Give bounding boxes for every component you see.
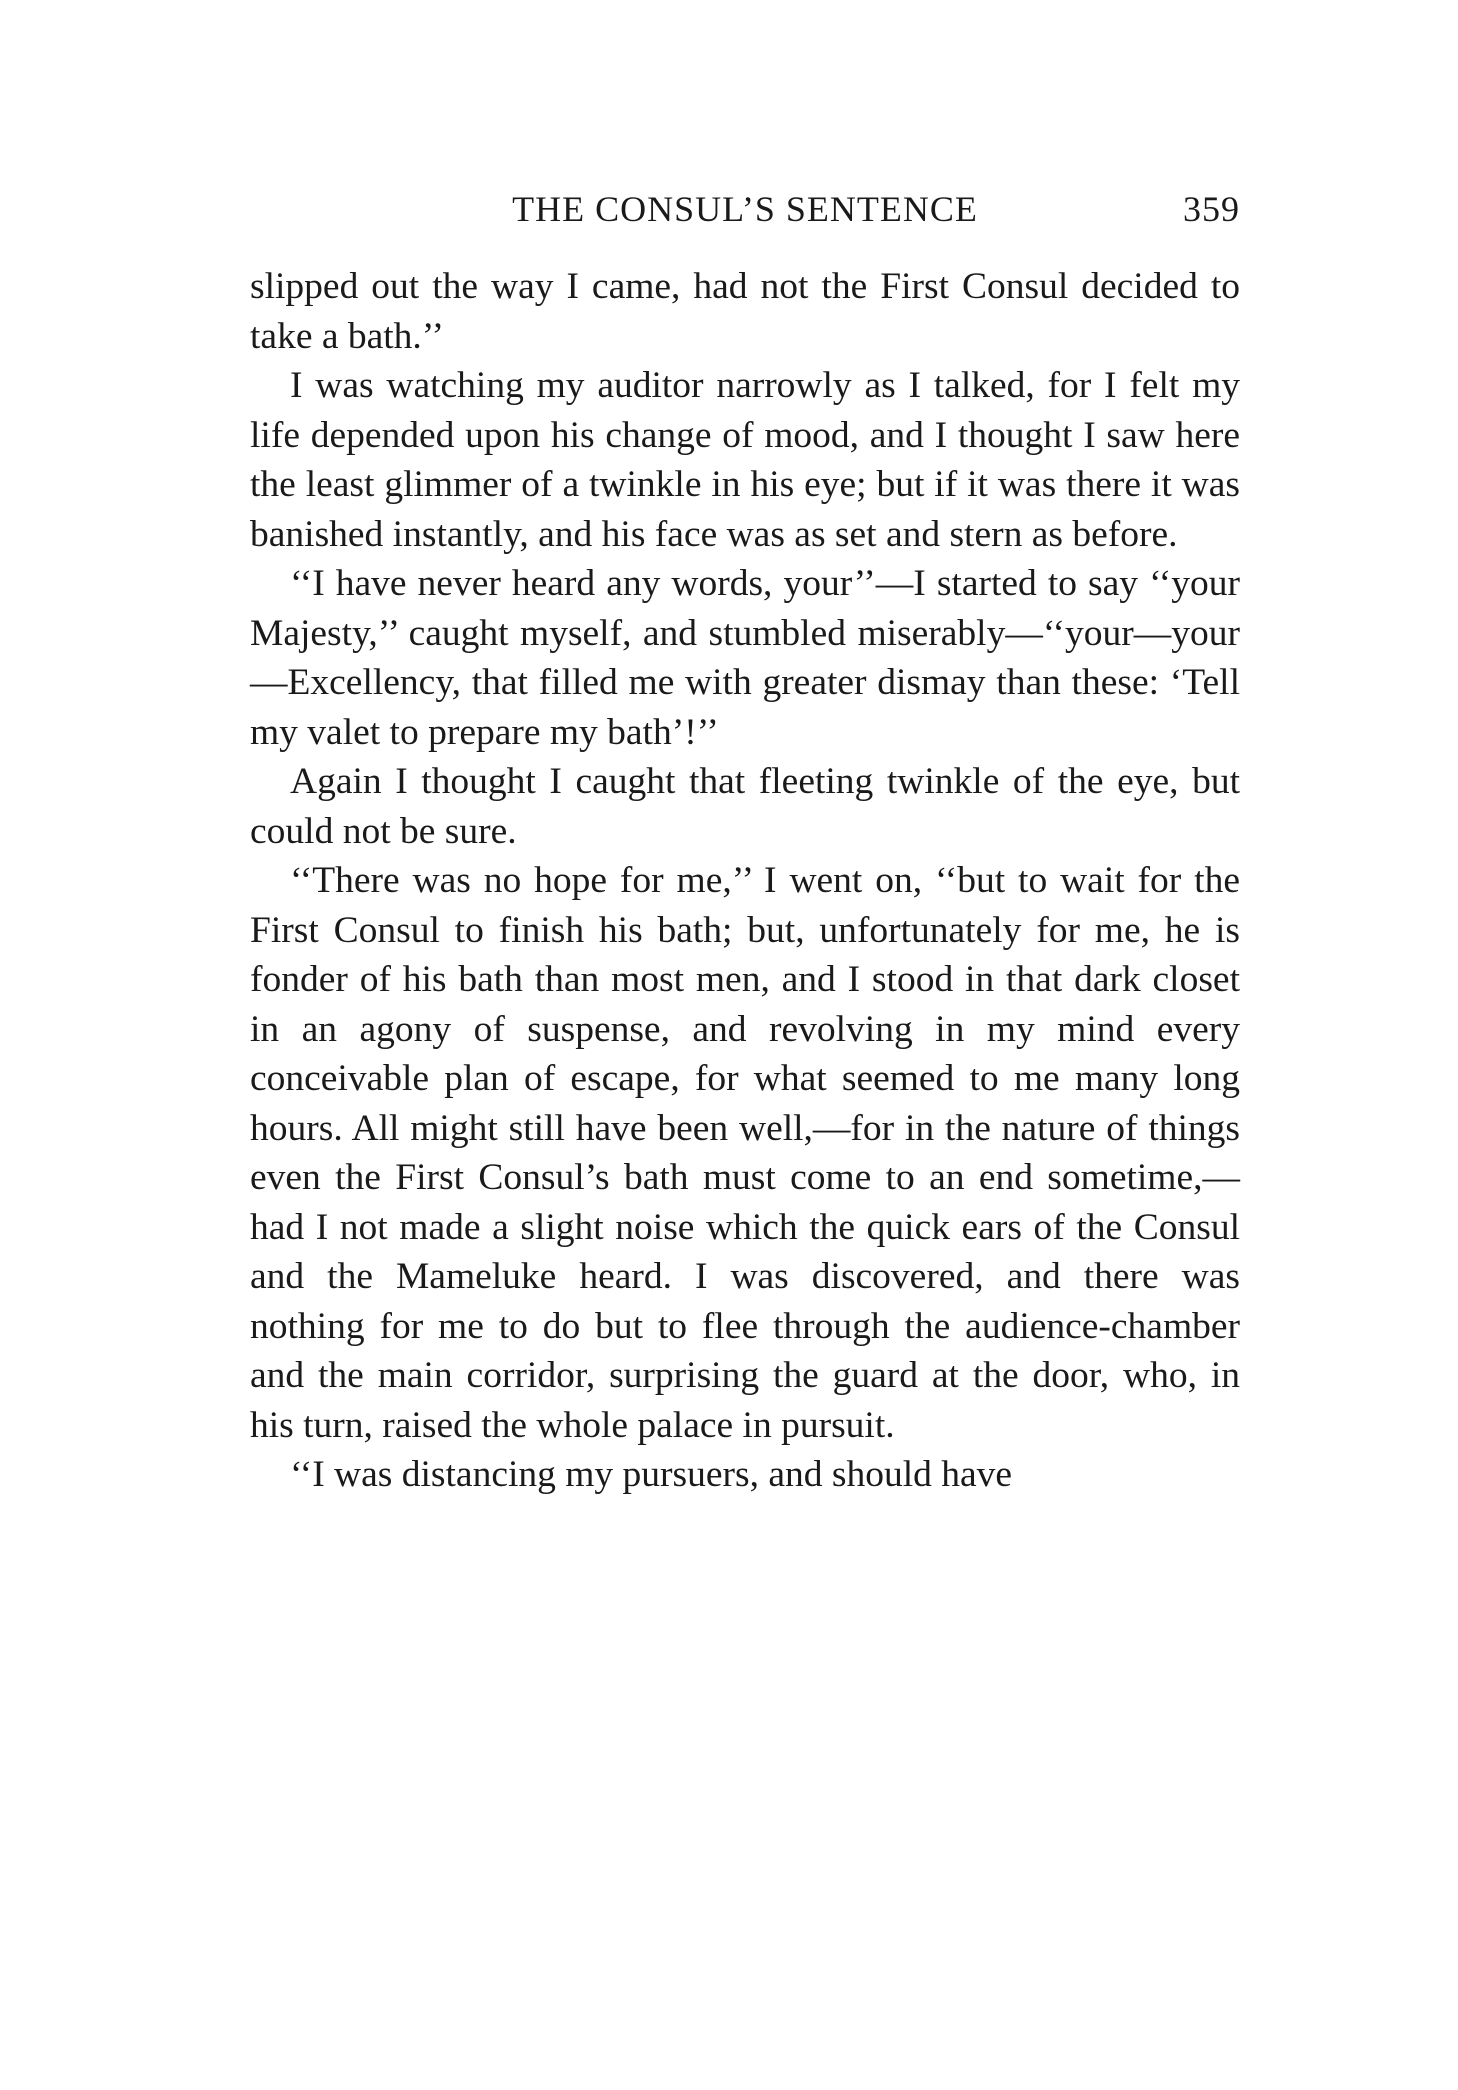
paragraph: ‘‘I have never heard any words, your’’—I started to say ‘‘your Majesty,’’ caught myself, and stumbled miserably—‘‘your—your—Excellency, that filled me with greater dismay than these: ‘Tell my valet to prepare my bath’!’’ <box>250 563 1240 753</box>
body-text <box>250 262 1240 1500</box>
paragraph: Again I thought I caught that fleeting twinkle of the eye, but could not be sure. <box>250 761 1240 852</box>
page-number: 359 <box>1183 189 1240 229</box>
paragraph: ‘‘I was distancing my pursuers, and should have <box>290 1454 1013 1495</box>
running-title: THE CONSUL’S SENTENCE <box>512 189 978 229</box>
paragraph: ‘‘There was no hope for me,’’ I went on, ‘‘but to wait for the First Consul to finish his bath; but, unfortunately for me, he is fonder of his bath than most men, and I stood in that dark closet in an agony of suspense, and revolving in my mind every conceivable plan of escape, for what seemed to me many long hours. All might still have been well,—for in the nature of things even the First Consul’s bath must come to an end sometime,—had I not made a slight noise which the quick ears of the Consul and the Mameluke heard. I was discovered, and there was nothing for me to do but to flee through the audience-chamber and the main corridor, surprising the guard at the door, who, in his turn, raised the whole palace in pursuit. <box>250 860 1240 1446</box>
running-head <box>250 188 1240 248</box>
paragraph-continuation: slipped out the way I came, had not the First Consul decided to take a bath.’’ <box>250 266 1240 357</box>
paragraph: I was watching my auditor narrowly as I talked, for I felt my life depended upon his change of mood, and I thought I saw here the least glimmer of a twinkle in his eye; but if it was there it was banished instantly, and his face was as set and stern as before. <box>250 365 1240 555</box>
